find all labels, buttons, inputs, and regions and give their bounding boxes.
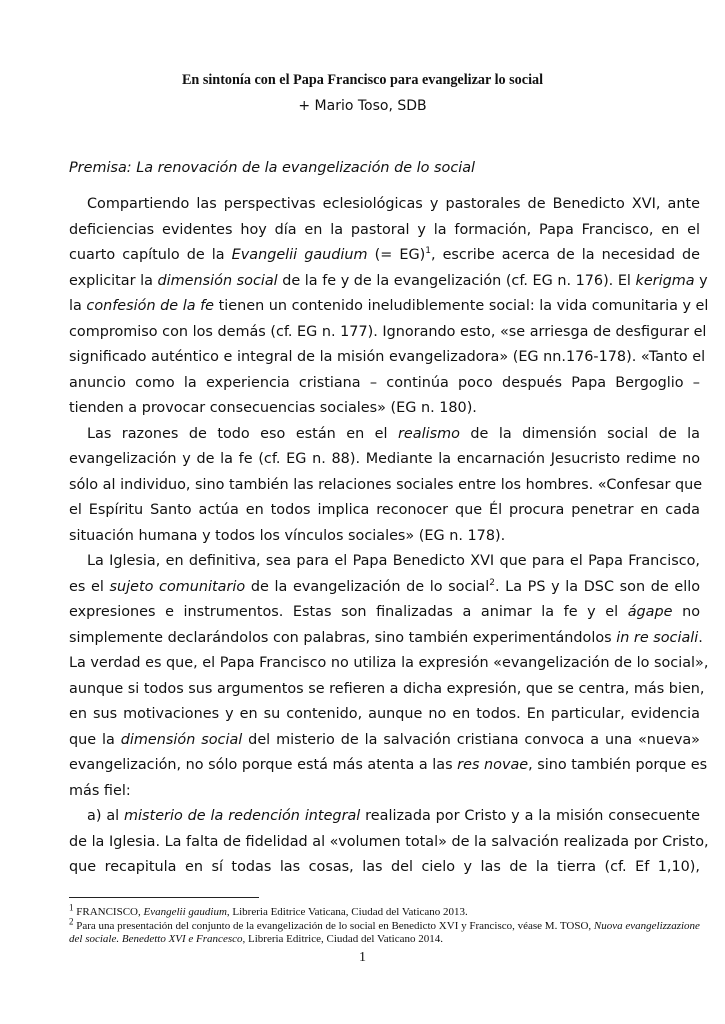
text-run: anuncio como la experiencia cristiana – continúa poco después Papa Bergoglio – (69, 374, 700, 391)
text-run: de la evangelización de lo social (245, 578, 490, 595)
text-line (69, 320, 707, 346)
text-line (69, 243, 700, 269)
text-run: en sus motivaciones y en su contenido, aunque no en todos. En particular, evidencia (69, 706, 700, 722)
text-run: simplemente declarándolos con palabras, sino también experimentándolos (69, 629, 617, 646)
text-line (69, 677, 705, 703)
italic-phrase: confesión de la fe (86, 298, 215, 314)
italic-phrase: Evangelii gaudium (231, 247, 368, 263)
text-run: que recapitula en sí todas las cosas, las del cielo y las de la tierra (cf. Ef 1,10), (69, 859, 700, 875)
text-run: que la (69, 731, 121, 748)
text-run: cuarto capítulo de la (69, 247, 232, 263)
text-run: de la dimensión social de la (459, 425, 700, 442)
text-run: compromiso con los demás (cf. EG n. 177). Ignorando esto, «se arriesga de desfigurar el (69, 323, 707, 340)
text-run: Las razones de todo eso están en el (87, 425, 399, 442)
italic-phrase: dimensión social (157, 272, 278, 289)
text-run: Para una presentación del conjunto de la evangelización de lo social en Benedicto XVI y Francisco, véase M. TOSO, (73, 920, 594, 932)
text-line (69, 396, 700, 422)
text-run: de la fe y de la evangelización (cf. EG n. 176). El (277, 272, 636, 289)
text-run: (= EG) (367, 247, 426, 263)
italic-phrase: kerigma (635, 272, 695, 289)
page-number: 1 (359, 950, 366, 965)
text-run: el Espíritu Santo actúa en todos implica reconocer que Él procura penetrar en cada (69, 502, 700, 518)
footnote-separator (69, 897, 259, 898)
text-line (69, 498, 700, 524)
footnote-marker: 1 (69, 902, 74, 913)
text-run: , Libreria Editrice, Ciudad del Vaticano 2014. (242, 933, 443, 945)
text-run: Compartiendo las perspectivas eclesiológicas y pastorales de Benedicto XVI, ante (87, 196, 700, 212)
text-line (69, 651, 709, 677)
text-run: sólo al individuo, sino también las relaciones sociales entre los hombres. «Confesar que (69, 476, 703, 493)
text-run: La verdad es que, el Papa Francisco no utiliza la expresión «evangelización de lo social», (69, 655, 709, 671)
italic-phrase: ágape (627, 604, 673, 620)
text-run: explicitar la (69, 272, 158, 289)
footnote-1 (69, 902, 700, 919)
text-run: evangelización, no sólo porque está más atenta a las (69, 757, 458, 773)
italic-phrase: Evangelii gaudium (143, 906, 227, 918)
text-line (69, 422, 700, 448)
text-line (69, 600, 700, 626)
text-run: significado auténtico e integral de la misión evangelizadora» (EG nn.176-178). «Tanto el (69, 349, 706, 365)
text-run: tienen un contenido ineludiblemente social: la vida comunitaria y el (214, 298, 709, 314)
text-run: aunque si todos sus argumentos se refieren a dicha expresión, que se centra, más bien, (69, 680, 705, 697)
text-run: situación humana y todos los vínculos sociales» (EG n. 178). (69, 527, 506, 544)
text-run: realizada por Cristo y a la misión consecuente (360, 808, 701, 824)
author-line: + Mario Toso, SDB (298, 98, 427, 114)
text-run: del misterio de la salvación cristiana convoca a una «nueva» (242, 731, 700, 748)
body-text (69, 192, 709, 881)
text-run: la (69, 298, 87, 314)
text-line (69, 218, 700, 244)
text-run: tienden a provocar consecuencias sociales» (EG n. 180). (69, 400, 477, 416)
text-run: La Iglesia, en definitiva, sea para el Papa Benedicto XVI que para el Papa Francisco, (87, 553, 700, 569)
footnote-marker: 2 (69, 916, 74, 927)
italic-phrase: res novae (457, 757, 529, 773)
document-title: En sintonía con el Papa Francisco para evangelizar lo social (181, 72, 544, 88)
text-line (69, 294, 709, 320)
section-heading: Premisa: La renovación de la evangelización de lo social (69, 160, 476, 176)
text-run: más fiel: (69, 782, 131, 799)
text-line (69, 473, 703, 499)
text-run: no (672, 604, 701, 620)
text-run: . (698, 629, 703, 646)
text-run: de la Iglesia. La falta de fidelidad al «volumen total» de la salvación realizada por Cristo, (69, 833, 709, 850)
text-line (69, 269, 708, 295)
text-line (69, 779, 700, 805)
text-run: . La PS y la DSC son de ello (494, 578, 700, 595)
text-run: FRANCISCO, (73, 906, 144, 918)
text-run: evangelización y de la fe (cf. EG n. 88). Mediante la encarnación Jesucristo redime no (69, 451, 700, 467)
text-run: a) al (87, 808, 125, 824)
text-line (69, 830, 709, 856)
text-line (69, 753, 708, 779)
italic-phrase: realismo (398, 425, 460, 442)
footnote-marker: 2 (489, 577, 495, 588)
text-line (69, 371, 700, 397)
italic-phrase: Nuova evangelizzazione del sociale. Benedetto XVI e Francesco (69, 920, 700, 945)
footnote-2 (69, 916, 700, 946)
text-line (69, 575, 700, 601)
text-run: es el (69, 578, 110, 595)
italic-phrase: dimensión social (120, 731, 243, 748)
text-line (69, 447, 700, 473)
text-line (69, 626, 703, 652)
italic-phrase: sujeto comunitario (109, 578, 246, 595)
text-line (69, 728, 700, 754)
text-run: y (694, 272, 708, 289)
text-run: , sino también porque es (528, 757, 708, 773)
text-line (69, 855, 700, 881)
italic-phrase: misterio de la redención integral (124, 808, 361, 824)
text-run: expresiones e instrumentos. Estas son finalizadas a animar la fe y el (69, 604, 628, 620)
footnote-marker: 1 (425, 246, 431, 257)
text-line (69, 702, 700, 728)
text-line (69, 524, 700, 550)
text-run: , Libreria Editrice Vaticana, Ciudad del Vaticano 2013. (226, 906, 468, 918)
text-line (69, 804, 700, 830)
text-line (69, 549, 700, 575)
text-run: , escribe acerca de la necesidad de (430, 247, 701, 263)
italic-phrase: in re sociali (616, 629, 699, 646)
text-line (69, 192, 700, 218)
text-line (69, 345, 706, 371)
text-run: deficiencias evidentes hoy día en la pastoral y la formación, Papa Francisco, en el (69, 221, 700, 238)
